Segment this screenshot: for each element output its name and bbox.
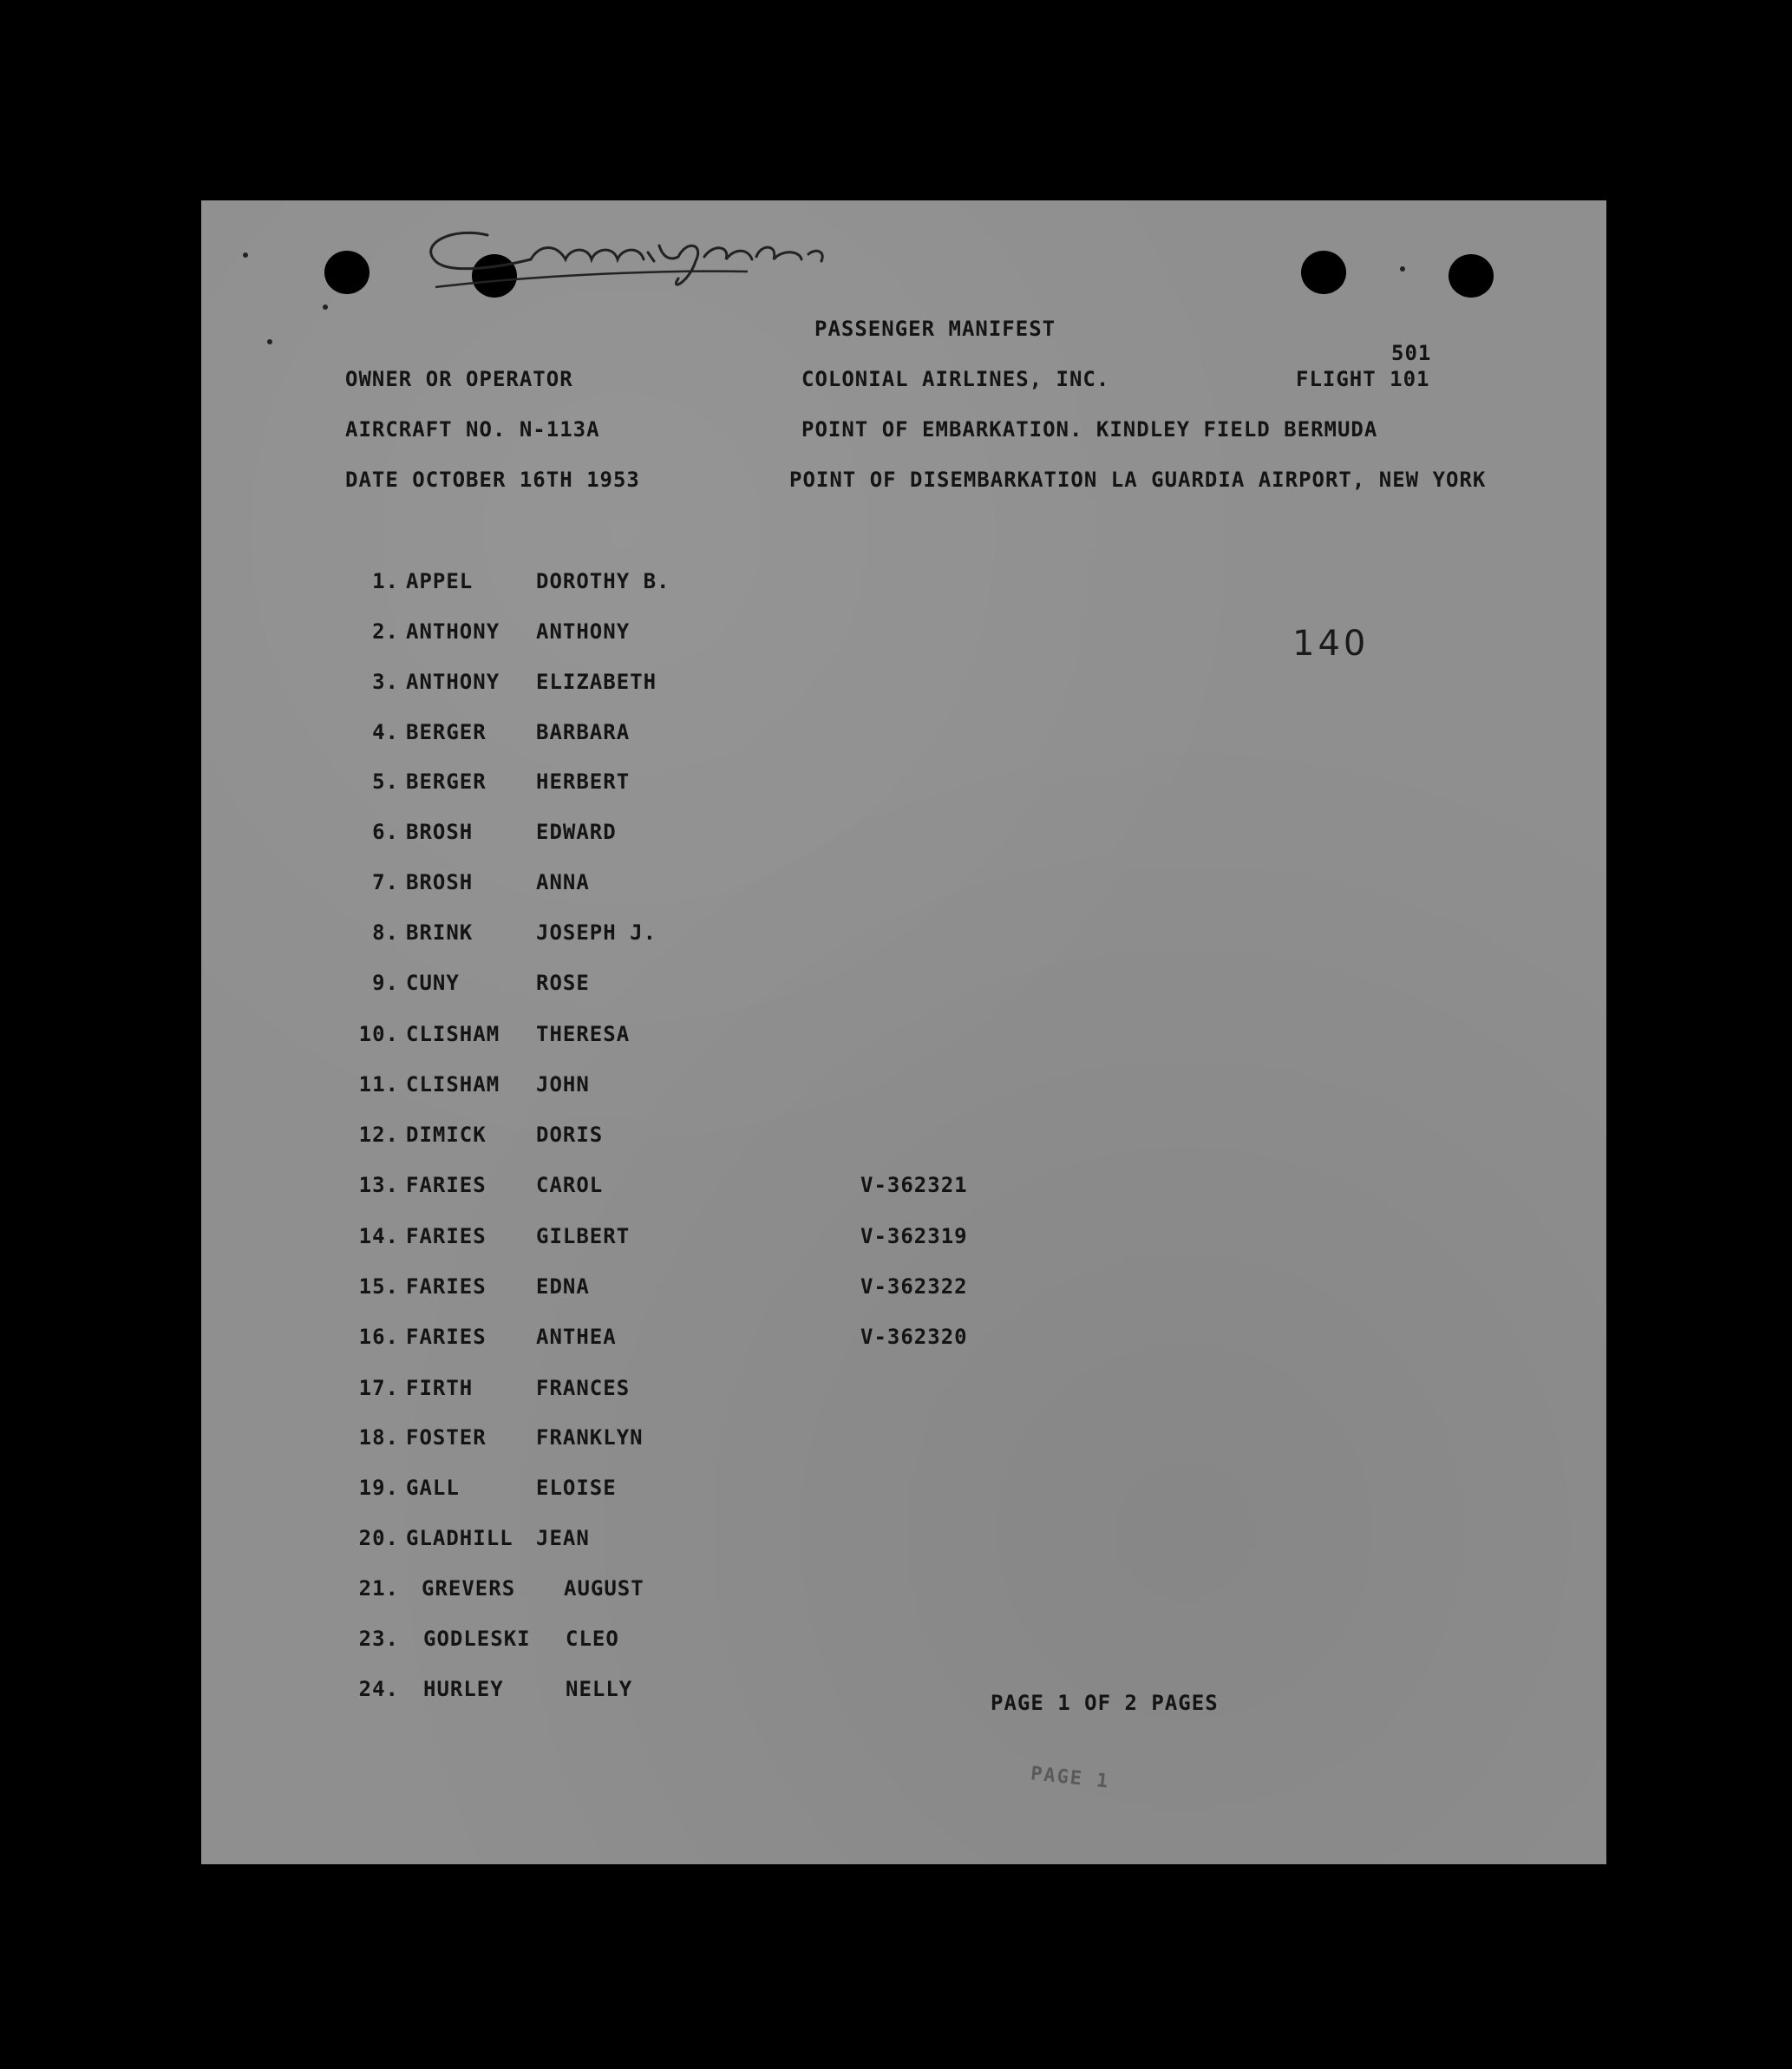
ink-speck (1400, 266, 1405, 272)
flight-label: FLIGHT 101 (1296, 367, 1430, 391)
table-row (201, 971, 1606, 1005)
passenger-last-name: FARIES (406, 1173, 487, 1197)
table-row (201, 619, 1606, 654)
passenger-first-name: GILBERT (536, 1224, 631, 1248)
passenger-number: 13. (358, 1173, 399, 1197)
passenger-visa-number: V-362320 (860, 1325, 968, 1349)
passenger-first-name: ANNA (536, 870, 590, 894)
aircraft-number: AIRCRAFT NO. N-113A (345, 417, 600, 442)
punch-hole (1301, 251, 1346, 294)
point-of-disembarkation: POINT OF DISEMBARKATION LA GUARDIA AIRPORT, NEW YORK (789, 468, 1487, 492)
passenger-first-name: EDWARD (536, 820, 617, 844)
passenger-last-name: ANTHONY (406, 670, 500, 694)
passenger-number: 4. (372, 720, 399, 744)
ink-speck (267, 339, 272, 344)
passenger-number: 7. (372, 870, 399, 894)
passenger-visa-number: V-362322 (860, 1274, 968, 1299)
ink-speck (243, 252, 248, 258)
passenger-number: 1. (372, 569, 399, 593)
table-row (201, 1476, 1606, 1510)
punch-hole (324, 251, 370, 294)
passenger-first-name: DOROTHY B. (536, 569, 670, 593)
passenger-number: 8. (372, 920, 399, 945)
passenger-last-name: GODLESKI (423, 1627, 531, 1651)
passenger-last-name: FARIES (406, 1325, 487, 1349)
passenger-first-name: JOHN (536, 1072, 590, 1097)
passenger-number: 9. (372, 971, 399, 995)
table-row (201, 1576, 1606, 1611)
table-row (201, 569, 1606, 604)
passenger-first-name: THERESA (536, 1022, 631, 1046)
passenger-first-name: FRANCES (536, 1376, 631, 1400)
passenger-last-name: HURLEY (423, 1677, 504, 1701)
passenger-number: 14. (358, 1224, 399, 1248)
table-row (201, 920, 1606, 955)
passenger-last-name: FOSTER (406, 1425, 487, 1450)
table-row (201, 1173, 1606, 1208)
passenger-last-name: BROSH (406, 870, 474, 894)
owner-value: COLONIAL AIRLINES, INC. (801, 367, 1110, 391)
passenger-number: 10. (358, 1022, 399, 1046)
ink-speck (323, 304, 328, 310)
table-row (201, 1677, 1606, 1712)
manifest-date: DATE OCTOBER 16TH 1953 (345, 468, 640, 492)
table-row (201, 1072, 1606, 1107)
passenger-number: 24. (358, 1677, 399, 1701)
passenger-last-name: APPEL (406, 569, 474, 593)
passenger-first-name: ELOISE (536, 1476, 617, 1500)
table-row (201, 1274, 1606, 1309)
passenger-last-name: BERGER (406, 769, 487, 794)
page-count: PAGE 1 OF 2 PAGES (991, 1691, 1219, 1715)
passenger-first-name: JEAN (536, 1526, 590, 1550)
passenger-first-name: ROSE (536, 971, 590, 995)
passenger-number: 16. (358, 1325, 399, 1349)
punch-hole (1449, 254, 1494, 298)
table-row (201, 720, 1606, 755)
table-row (201, 1425, 1606, 1460)
flight-number-top: 501 (1391, 341, 1432, 365)
passenger-first-name: FRANKLYN (536, 1425, 644, 1450)
passenger-last-name: ANTHONY (406, 619, 500, 644)
count-number: 140 (1292, 624, 1370, 664)
passenger-number: 21. (358, 1576, 399, 1601)
passenger-last-name: GLADHILL (406, 1526, 513, 1550)
passenger-number: 19. (358, 1476, 399, 1500)
passenger-first-name: NELLY (566, 1677, 633, 1701)
table-row (201, 1526, 1606, 1561)
passenger-last-name: FARIES (406, 1274, 487, 1299)
table-row (201, 769, 1606, 804)
table-row (201, 1325, 1606, 1359)
passenger-visa-number: V-362321 (860, 1173, 968, 1197)
point-of-embarkation: POINT OF EMBARKATION. KINDLEY FIELD BERMUDA (801, 417, 1378, 442)
passenger-first-name: AUGUST (564, 1576, 644, 1601)
table-row (201, 1224, 1606, 1259)
passenger-last-name: BRINK (406, 920, 474, 945)
passenger-last-name: GREVERS (422, 1576, 516, 1601)
passenger-first-name: CLEO (566, 1627, 619, 1651)
passenger-first-name: ANTHEA (536, 1325, 617, 1349)
table-row (201, 1022, 1606, 1057)
table-row (201, 670, 1606, 704)
passenger-number: 17. (358, 1376, 399, 1400)
passenger-number: 3. (372, 670, 399, 694)
passenger-number: 2. (372, 619, 399, 644)
table-row (201, 870, 1606, 905)
passenger-first-name: CAROL (536, 1173, 604, 1197)
passenger-first-name: ANTHONY (536, 619, 631, 644)
passenger-last-name: DIMICK (406, 1123, 487, 1147)
passenger-visa-number: V-362319 (860, 1224, 968, 1248)
table-row (201, 820, 1606, 854)
owner-label: OWNER OR OPERATOR (345, 367, 573, 391)
passenger-last-name: CLISHAM (406, 1072, 500, 1097)
passenger-first-name: JOSEPH J. (536, 920, 657, 945)
passenger-first-name: BARBARA (536, 720, 631, 744)
passenger-last-name: CLISHAM (406, 1022, 500, 1046)
passenger-number: 6. (372, 820, 399, 844)
passenger-first-name: EDNA (536, 1274, 590, 1299)
passenger-number: 20. (358, 1526, 399, 1550)
passenger-last-name: FARIES (406, 1224, 487, 1248)
passenger-number: 23. (358, 1627, 399, 1651)
table-row (201, 1123, 1606, 1157)
handwritten-note (383, 209, 834, 331)
passenger-last-name: CUNY (406, 971, 460, 995)
passenger-last-name: FIRTH (406, 1376, 474, 1400)
passenger-first-name: HERBERT (536, 769, 631, 794)
passenger-number: 5. (372, 769, 399, 794)
passenger-number: 18. (358, 1425, 399, 1450)
table-row (201, 1627, 1606, 1661)
passenger-last-name: BERGER (406, 720, 487, 744)
table-row (201, 1376, 1606, 1411)
passenger-first-name: ELIZABETH (536, 670, 657, 694)
passenger-number: 15. (358, 1274, 399, 1299)
page-stamp: PAGE 1 (1029, 1763, 1111, 1793)
manifest-sheet (201, 200, 1606, 1864)
passenger-number: 12. (358, 1123, 399, 1147)
passenger-number: 11. (358, 1072, 399, 1097)
passenger-last-name: GALL (406, 1476, 460, 1500)
passenger-first-name: DORIS (536, 1123, 604, 1147)
passenger-last-name: BROSH (406, 820, 474, 844)
manifest-title: PASSENGER MANIFEST (814, 317, 1056, 341)
